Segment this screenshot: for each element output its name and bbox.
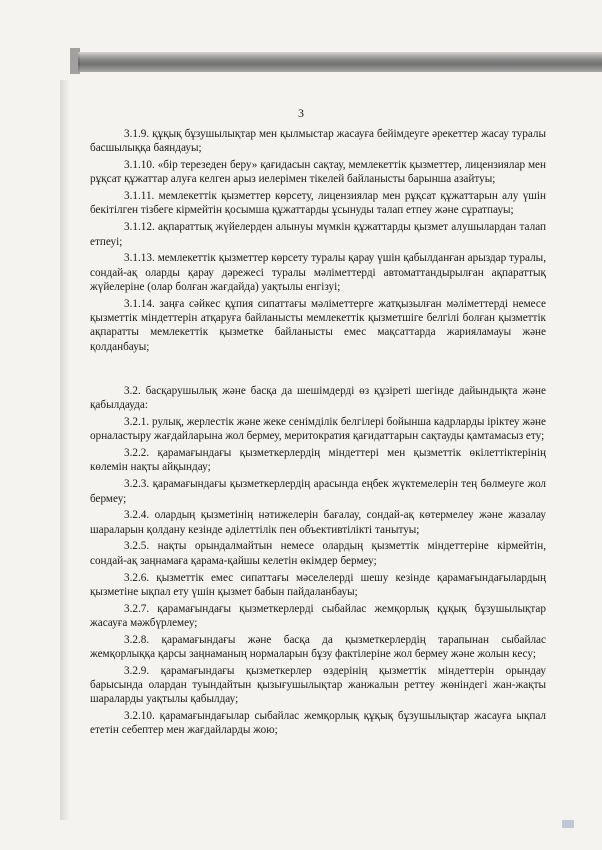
paragraph-3-1-10: 3.1.10. «бір терезеден беру» қағидасын сақтау, мемлекеттік қызметтер, лицензиялар мен рұқсат құжаттар алуға келген арыз иелерімен тікелей байланысты барынша азайтуы; (90, 159, 546, 186)
paragraph-3-1-9: 3.1.9. құқық бұзушылықтар мен қылмыстар жасауға бейімдеуге әрекеттер жасау туралы басшылыққа баяндауы; (90, 128, 546, 155)
paragraph-3-1-13: 3.1.13. мемлекеттік қызметтер көрсету туралы қарау үшін қабылданған арыздар туралы, сондай-ақ оларды қарау дәрежесі туралы мәліметтерді автоматтандырылған ақпараттық жүйелеріне (олар болған жағдайда) уақтылы енгізуі; (90, 252, 546, 293)
paragraph-3-2-3: 3.2.3. қарамағындағы қызметкерлердің арасында еңбек жүктемелерін тең бөлмеуге жол бермеу; (90, 478, 546, 505)
paragraph-3-2-4: 3.2.4. олардың қызметінің нәтижелерін бағалау, сондай-ақ көтермелеу және жазалау шараларын қолдану кезінде әділеттілік пен объективтілікті танытуы; (90, 509, 546, 536)
paragraph-3-2: 3.2. басқарушылық және басқа да шешімдерді өз құзіреті шегінде дайындықта және қабылдауда: (90, 384, 546, 412)
paragraph-3-1-11: 3.1.11. мемлекеттік қызметтер көрсету, лицензиялар мен рұқсат құжаттарын алу үшін бекітілген тізбеге кірмейтін қосымша құжаттарды ұсынуды талап етпеу және сұратпауы; (90, 190, 546, 217)
paragraph-3-2-10: 3.2.10. қарамағындағылар сыбайлас жемқорлық құқық бұзушылықтар жасауға ықпал ететін себептер мен жағдайларды жою; (90, 710, 546, 737)
paragraph-3-2-7: 3.2.7. қарамағындағы қызметкерлерді сыбайлас жемқорлық құқық бұзушылықтар жасауға мәжбүрлемеу; (90, 602, 546, 629)
paragraph-3-2-2: 3.2.2. қарамағындағы қызметкерлердің міндеттері мен қызметтік өкілеттіктерінің көлемін нақты айқындау; (90, 447, 546, 474)
paragraph-3-2-9: 3.2.9. қарамағындағы қызметкерлер өздерінің қызметтік міндеттерін орындау барысында олардан туындайтын қызығушылықтар жанжалын реттеу жөніндегі жан-жақты шараларды уақтылы қабылдау; (90, 664, 546, 706)
scan-left-shadow (60, 80, 70, 820)
paragraph-3-2-8: 3.2.8. қарамағындағы және басқа да қызметкерлердің тарапынан сыбайлас жемқорлыққа қарсы заңнаманың нормаларын бұзу фактілеріне жол бермеу және жолын кесу; (90, 633, 546, 660)
scan-top-bar (78, 52, 602, 72)
paragraph-3-2-1: 3.2.1. рулық, жерлестік және жеке сенімділік белгілері бойынша кадрларды іріктеу және орналастыру жағдайларына жол бермеу, меритократия қағидаттарын сақтауды қамтамасыз ету; (90, 416, 546, 443)
paragraph-3-1-14: 3.1.14. заңға сәйкес құпия сипаттағы мәліметтерге жатқызылған мәліметтерді немесе қызметтік міндеттерін атқаруға байланысты мемлекеттік қызметшіге белгілі болған қызметтік ақпаратты мемлекеттік қызметке байланысты емес мақсаттарда жарияламауы және қолданбауы; (90, 297, 546, 353)
scan-corner-mark (562, 820, 574, 828)
paragraph-3-2-5: 3.2.5. нақты орындалмайтын немесе олардың қызметтік міндеттеріне кірмейтін, сондай-ақ заңнамаға қарама-қайшы келетін өкімдер бермеу; (90, 540, 546, 567)
paragraph-3-1-12: 3.1.12. ақпараттық жүйелерден алынуы мүмкін құжаттарды қызмет алушылардан талап етпеуі; (90, 221, 546, 248)
page-number: 3 (298, 106, 304, 120)
document-body (90, 127, 546, 738)
paragraph-3-2-6: 3.2.6. қызметтік емес сипаттағы мәселелерді шешу кезінде қарамағындағылардың қызметіне ықпал ету үшін қызмет бабын пайдаланбауы; (90, 571, 546, 598)
